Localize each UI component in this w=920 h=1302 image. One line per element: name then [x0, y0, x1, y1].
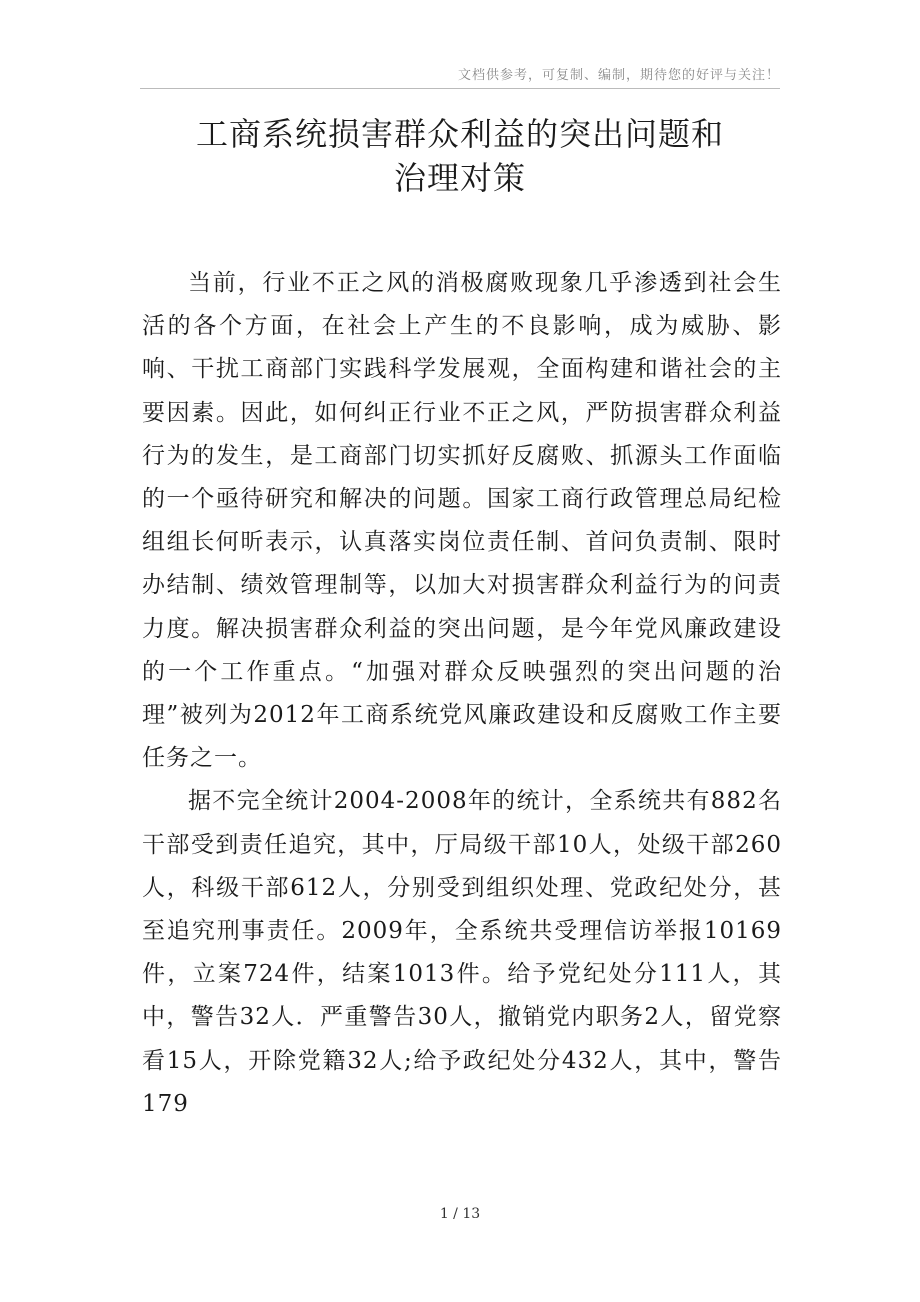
document-body	[142, 262, 782, 1126]
page-number: 1 / 13	[439, 1206, 481, 1222]
paragraph: 当前，行业不正之风的消极腐败现象几乎渗透到社会生活的各个方面，在社会上产生的不良影响，成为威胁、影响、干扰工商部门实践科学发展观，全面构建和谐社会的主要因素。因此，如何纠正行业不正之风，严防损害群众利益行为的发生，是工商部门切实抓好反腐败、抓源头工作面临的一个亟待研究和解决的问题。国家工商行政管理总局纪检组组长何昕表示，认真落实岗位责任制、首问负责制、限时办结制、绩效管理制等，以加大对损害群众利益行为的问责力度。解决损害群众利益的突出问题，是今年党风廉政建设的一个工作重点。“加强对群众反映强烈的突出问题的治理”被列为2012年工商系统党风廉政建设和反腐败工作主要任务之一。	[142, 270, 782, 772]
title-line-1: 工商系统损害群众利益的突出问题和	[195, 115, 724, 153]
header-divider	[140, 88, 780, 89]
header-note: 文档供参考，可复制、编制，期待您的好评与关注！	[457, 68, 780, 83]
title-line-2: 治理对策	[393, 159, 526, 197]
document-title	[140, 112, 780, 200]
paragraph: 据不完全统计2004-2008年的统计，全系统共有882名干部受到责任追究，其中，厅局级干部10人，处级干部260人，科级干部612人，分别受到组织处理、党政纪处分，甚至追究刑事责任。2009年，全系统共受理信访举报10169件，立案724件，结案1013件。给予党纪处分111人，其中，警告32人．严重警告30人，撤销党内职务2人，留党察看15人，开除党籍32人;给予政纪处分432人，其中，警告179	[142, 788, 782, 1117]
